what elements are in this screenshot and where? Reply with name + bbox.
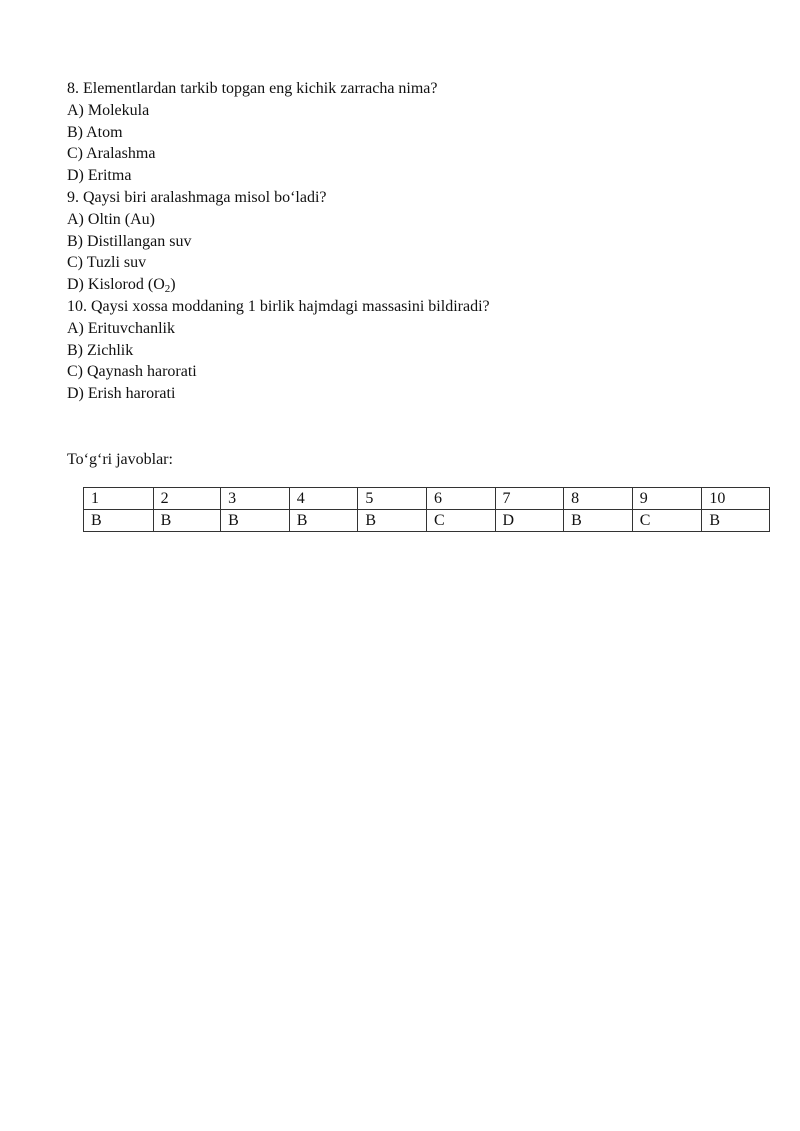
answer-number-cell: 1 [84, 488, 154, 510]
question-9-option-c: C) Tuzli suv [67, 254, 147, 272]
answer-number-cell: 4 [289, 488, 358, 510]
answers-table [83, 487, 770, 532]
answer-letter-cell: B [289, 510, 358, 532]
answer-number-cell: 7 [495, 488, 564, 510]
answer-number-cell: 9 [632, 488, 702, 510]
question-8-option-a: A) Molekula [67, 101, 150, 119]
answer-number-cell: 5 [358, 488, 427, 510]
answer-letter-cell: C [632, 510, 702, 532]
answer-letter-cell: B [84, 510, 154, 532]
question-10-option-b: B) Zichlik [67, 341, 134, 359]
answer-number-cell: 8 [564, 488, 633, 510]
question-8-option-b: B) Atom [67, 123, 123, 141]
question-10-text: 10. Qaysi xossa moddaning 1 birlik hajmdagi massasini bildiradi? [67, 297, 490, 315]
question-8-text: 8. Elementlardan tarkib topgan eng kichik zarracha nima? [67, 80, 438, 97]
question-9-option-a: A) Oltin (Au) [67, 210, 155, 228]
answer-number-cell: 10 [702, 488, 770, 510]
answer-number-cell: 6 [426, 488, 495, 510]
answer-letter-cell: B [564, 510, 633, 532]
question-9-option-d-main: D) Kislorod (O [67, 276, 165, 294]
question-9-option-b: B) Distillangan suv [67, 232, 192, 250]
question-10-option-a: A) Erituvchanlik [67, 319, 175, 337]
answer-letter-cell: B [153, 510, 221, 532]
answer-letter-cell: D [495, 510, 564, 532]
question-10-option-c: C) Qaynash harorati [67, 363, 197, 381]
answer-letter-cell: C [426, 510, 495, 532]
question-9-option-d [67, 274, 777, 296]
answer-letter-cell: B [358, 510, 427, 532]
subscript-2: 2 [164, 283, 171, 296]
answer-number-cell: 2 [153, 488, 221, 510]
answers-heading: To‘g‘ri javoblar: [67, 450, 173, 468]
answer-letter-cell: B [702, 510, 770, 532]
answer-letter-cell: B [221, 510, 290, 532]
question-9-option-d-close: ) [170, 276, 176, 294]
answers-letter-row [84, 510, 770, 532]
answer-number-cell: 3 [221, 488, 290, 510]
question-8-option-c: C) Aralashma [67, 145, 156, 163]
question-8-option-d: D) Eritma [67, 167, 132, 185]
answers-number-row [84, 488, 770, 510]
question-10-option-d: D) Erish harorati [67, 385, 176, 403]
question-9-text: 9. Qaysi biri aralashmaga misol bo‘ladi? [67, 188, 327, 206]
document-page [67, 78, 777, 471]
